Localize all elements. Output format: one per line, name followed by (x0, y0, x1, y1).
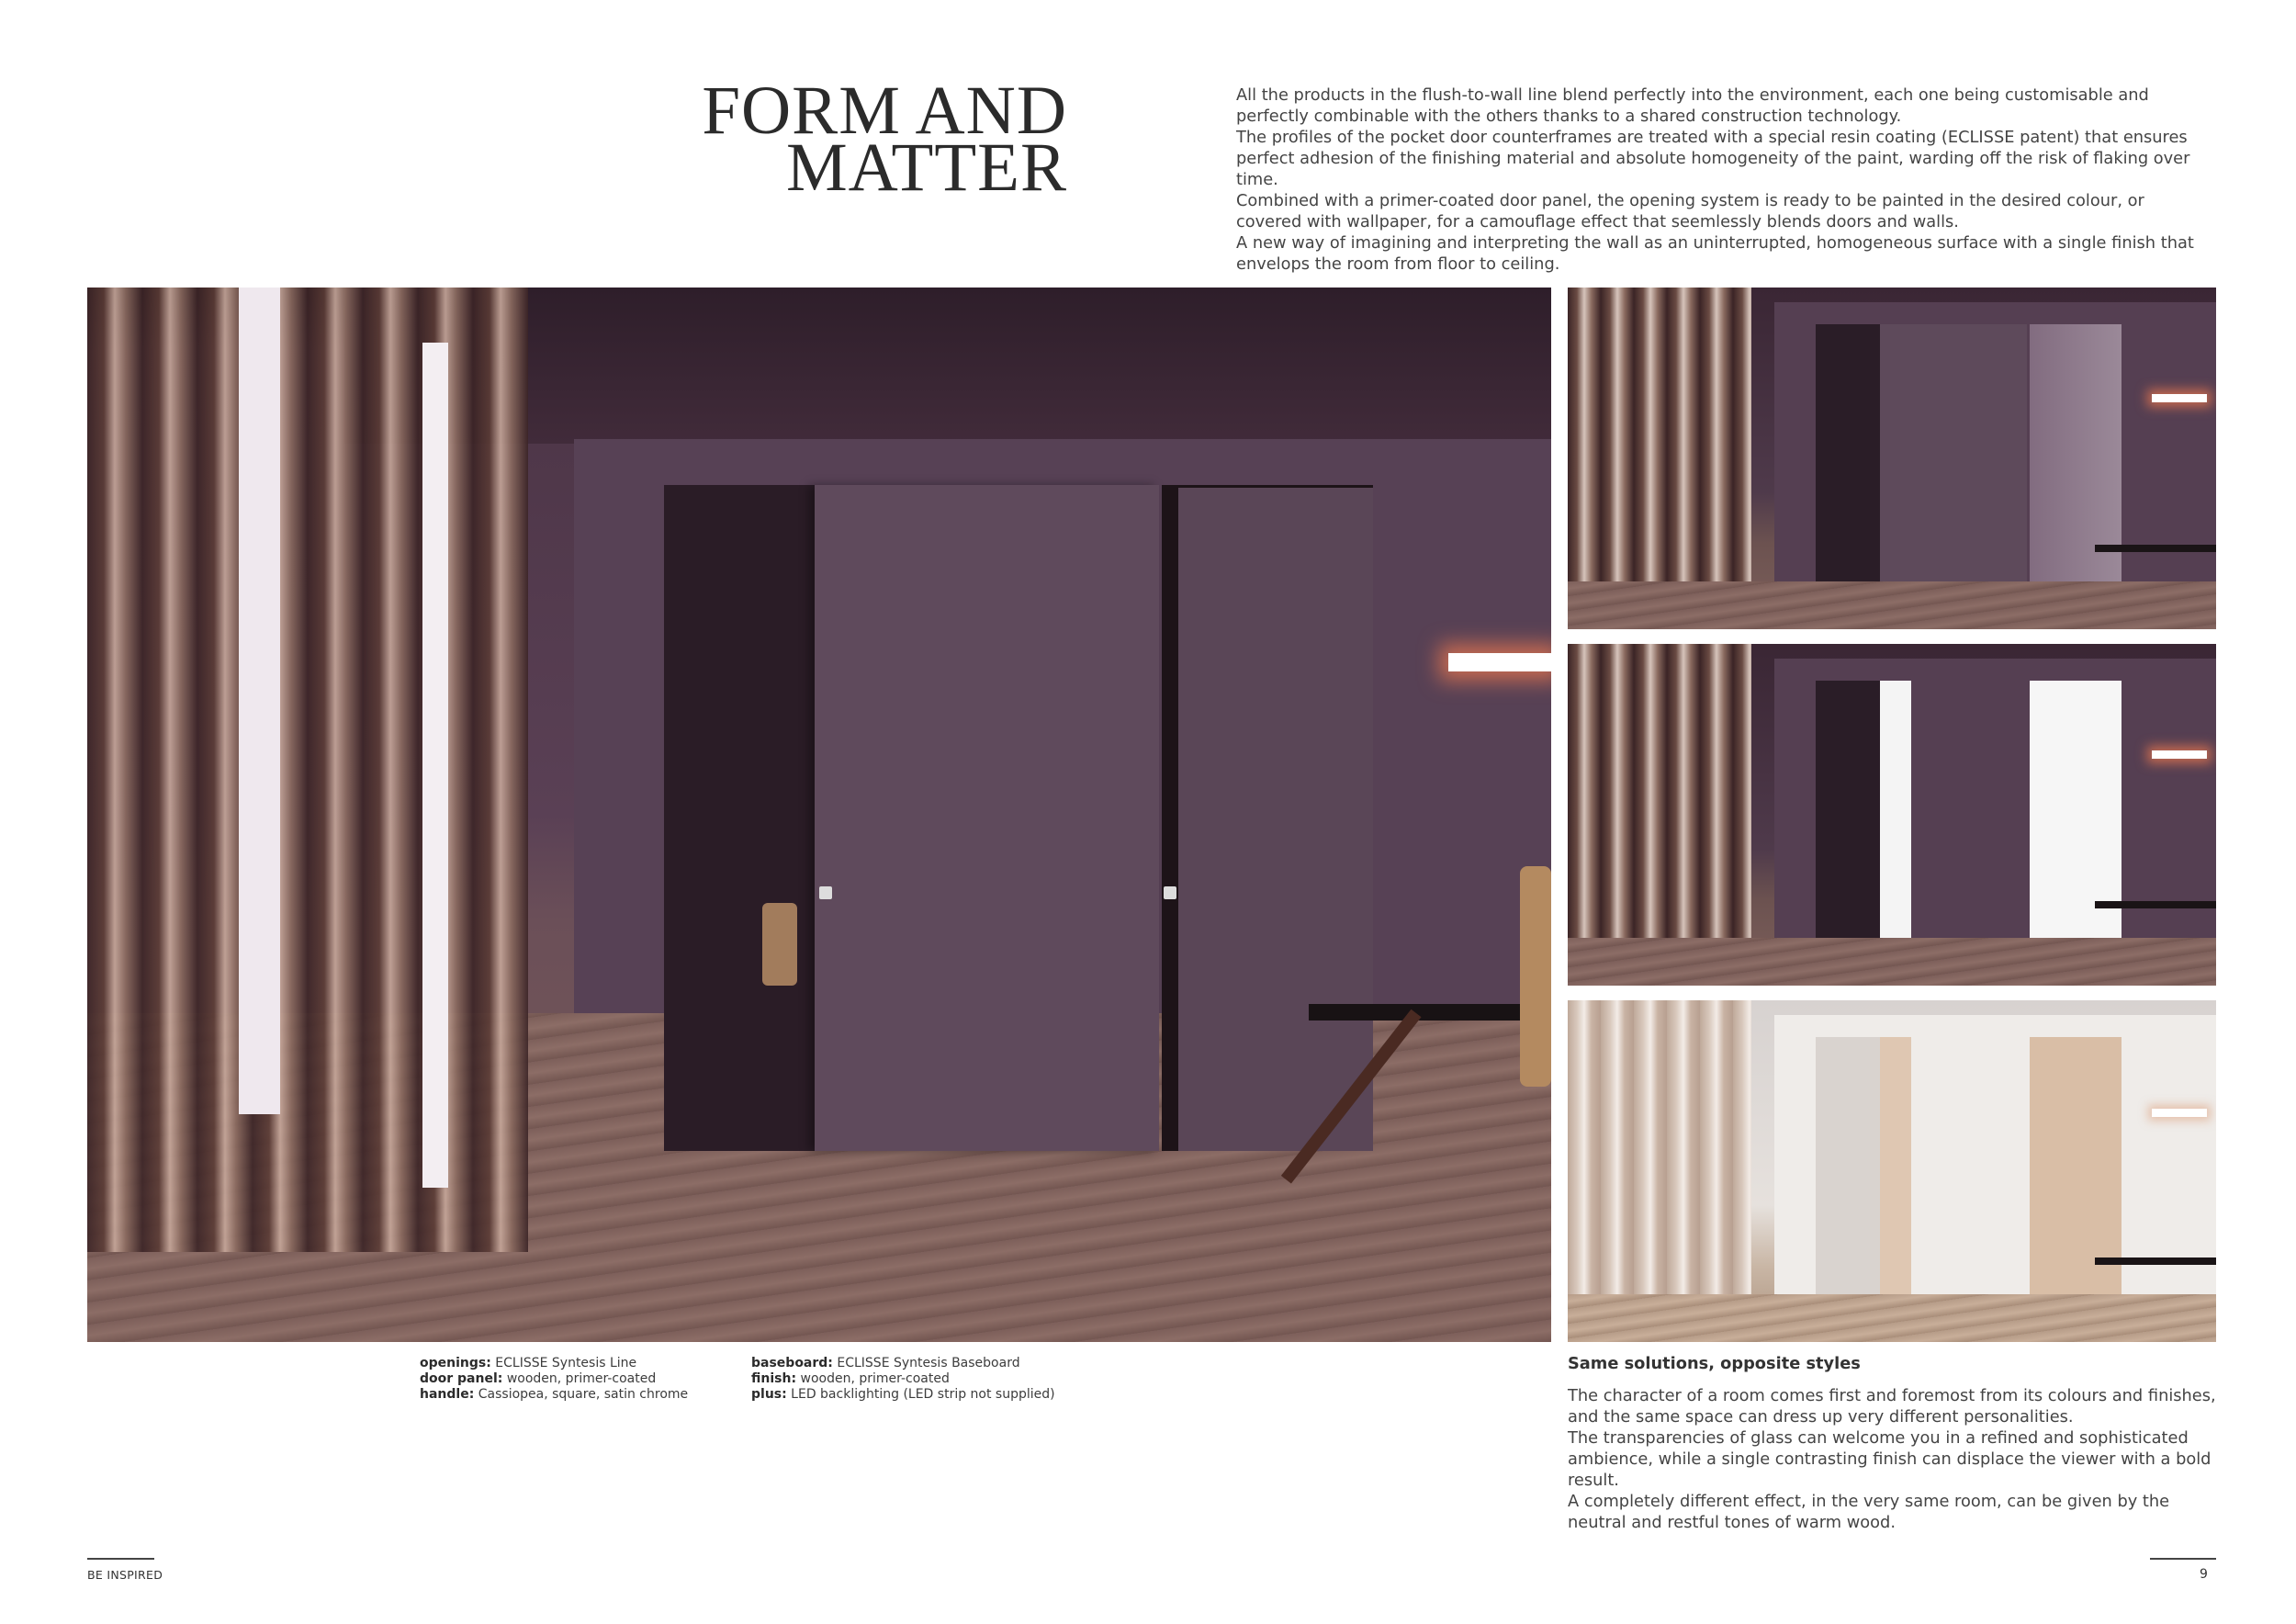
footer-rule (87, 1558, 154, 1560)
intro-paragraph: A new way of imagining and interpreting the wall as an uninterrupted, homogeneous surface with a single finish that envelops the room from floor to ceiling. (1236, 233, 2194, 274)
side-paragraph: A completely different effect, in the very same room, can be given by the neutral and restful tones of warm wood. (1568, 1492, 2170, 1532)
sliding-door-panel (815, 485, 1159, 1151)
side-paragraph: The transparencies of glass can welcome you in a refined and sophisticated ambience, while a single contrasting finish can displace the viewer with a bold result. (1568, 1428, 2212, 1490)
door-opening (1816, 324, 1880, 591)
page-title (702, 73, 1067, 206)
spec-line: finish: wooden, primer-coated (751, 1371, 950, 1386)
intro-paragraph: The profiles of the pocket door counterframes are treated with a special resin coating (ECLISSE patent) that ensures perfect adhesion of the finishing material and absolute homogeneity of the paint, warding off the risk of flaking over time. (1236, 128, 2190, 189)
side-paragraph: The character of a room comes first and foremost from its colours and finishes, and the same space can dress up very different personalities. (1568, 1386, 2216, 1427)
desk (1309, 1004, 1551, 1021)
desk (2095, 545, 2216, 552)
side-heading: Same solutions, opposite styles (1568, 1354, 1861, 1373)
door-opening (1816, 1037, 1880, 1303)
curtains (1568, 1000, 1751, 1303)
led-strip (2152, 1109, 2207, 1117)
side-text (1568, 1385, 2216, 1533)
window-light (422, 343, 448, 1188)
intro-text (1236, 85, 2212, 275)
led-strip (1448, 653, 1551, 671)
spec-line: handle: Cassiopea, square, satin chrome (420, 1387, 689, 1402)
led-strip (2152, 750, 2207, 759)
spec-line: door panel: wooden, primer-coated (420, 1371, 657, 1386)
sliding-door-panel (1880, 324, 2027, 591)
curtains (87, 288, 528, 1252)
led-strip (2152, 394, 2207, 402)
intro-paragraph: Combined with a primer-coated door panel, the opening system is ready to be painted in the desired colour, or covered with wallpaper, for a camouflage effect that seemlessly blends doors and walls. (1236, 191, 2144, 231)
wooden-floor (1568, 1294, 2216, 1342)
wood-door-panel (1880, 1037, 1911, 1303)
footer-section-label: BE INSPIRED (87, 1568, 163, 1582)
spec-caption-left (420, 1356, 688, 1403)
desk (2095, 901, 2216, 908)
spec-line: baseboard: ECLISSE Syntesis Baseboard (751, 1356, 1020, 1370)
thumbnail-white-door (1568, 644, 2216, 986)
office-chair (762, 903, 797, 986)
spec-line: plus: LED backlighting (LED strip not supplied) (751, 1387, 1055, 1402)
thumbnail-glass-door (1568, 288, 2216, 629)
sliding-door-panel (1178, 488, 1373, 1151)
curtains (1568, 644, 1751, 947)
thumbnail-wood-door (1568, 1000, 2216, 1342)
hero-photo (87, 288, 1551, 1342)
door-handle (1164, 886, 1176, 899)
title-line-2: MATTER (786, 130, 1067, 206)
white-door-panel (1880, 681, 1911, 947)
intro-paragraph: All the products in the flush-to-wall line blend perfectly into the environment, each one being customisable and perfectly combinable with the others thanks to a shared construction technology. (1236, 85, 2149, 126)
page-number: 9 (2200, 1567, 2208, 1582)
footer-rule (2150, 1558, 2216, 1560)
wooden-floor (1568, 938, 2216, 986)
spec-caption-right (751, 1356, 1055, 1403)
door-handle (819, 886, 832, 899)
door-opening (1816, 681, 1880, 947)
window-light (239, 288, 280, 1114)
curtains (1568, 288, 1751, 591)
office-chair (1520, 866, 1551, 1087)
spec-line: openings: ECLISSE Syntesis Line (420, 1356, 637, 1370)
title-line-1: FORM AND (702, 73, 1067, 149)
wooden-floor (1568, 581, 2216, 629)
desk (2095, 1257, 2216, 1265)
